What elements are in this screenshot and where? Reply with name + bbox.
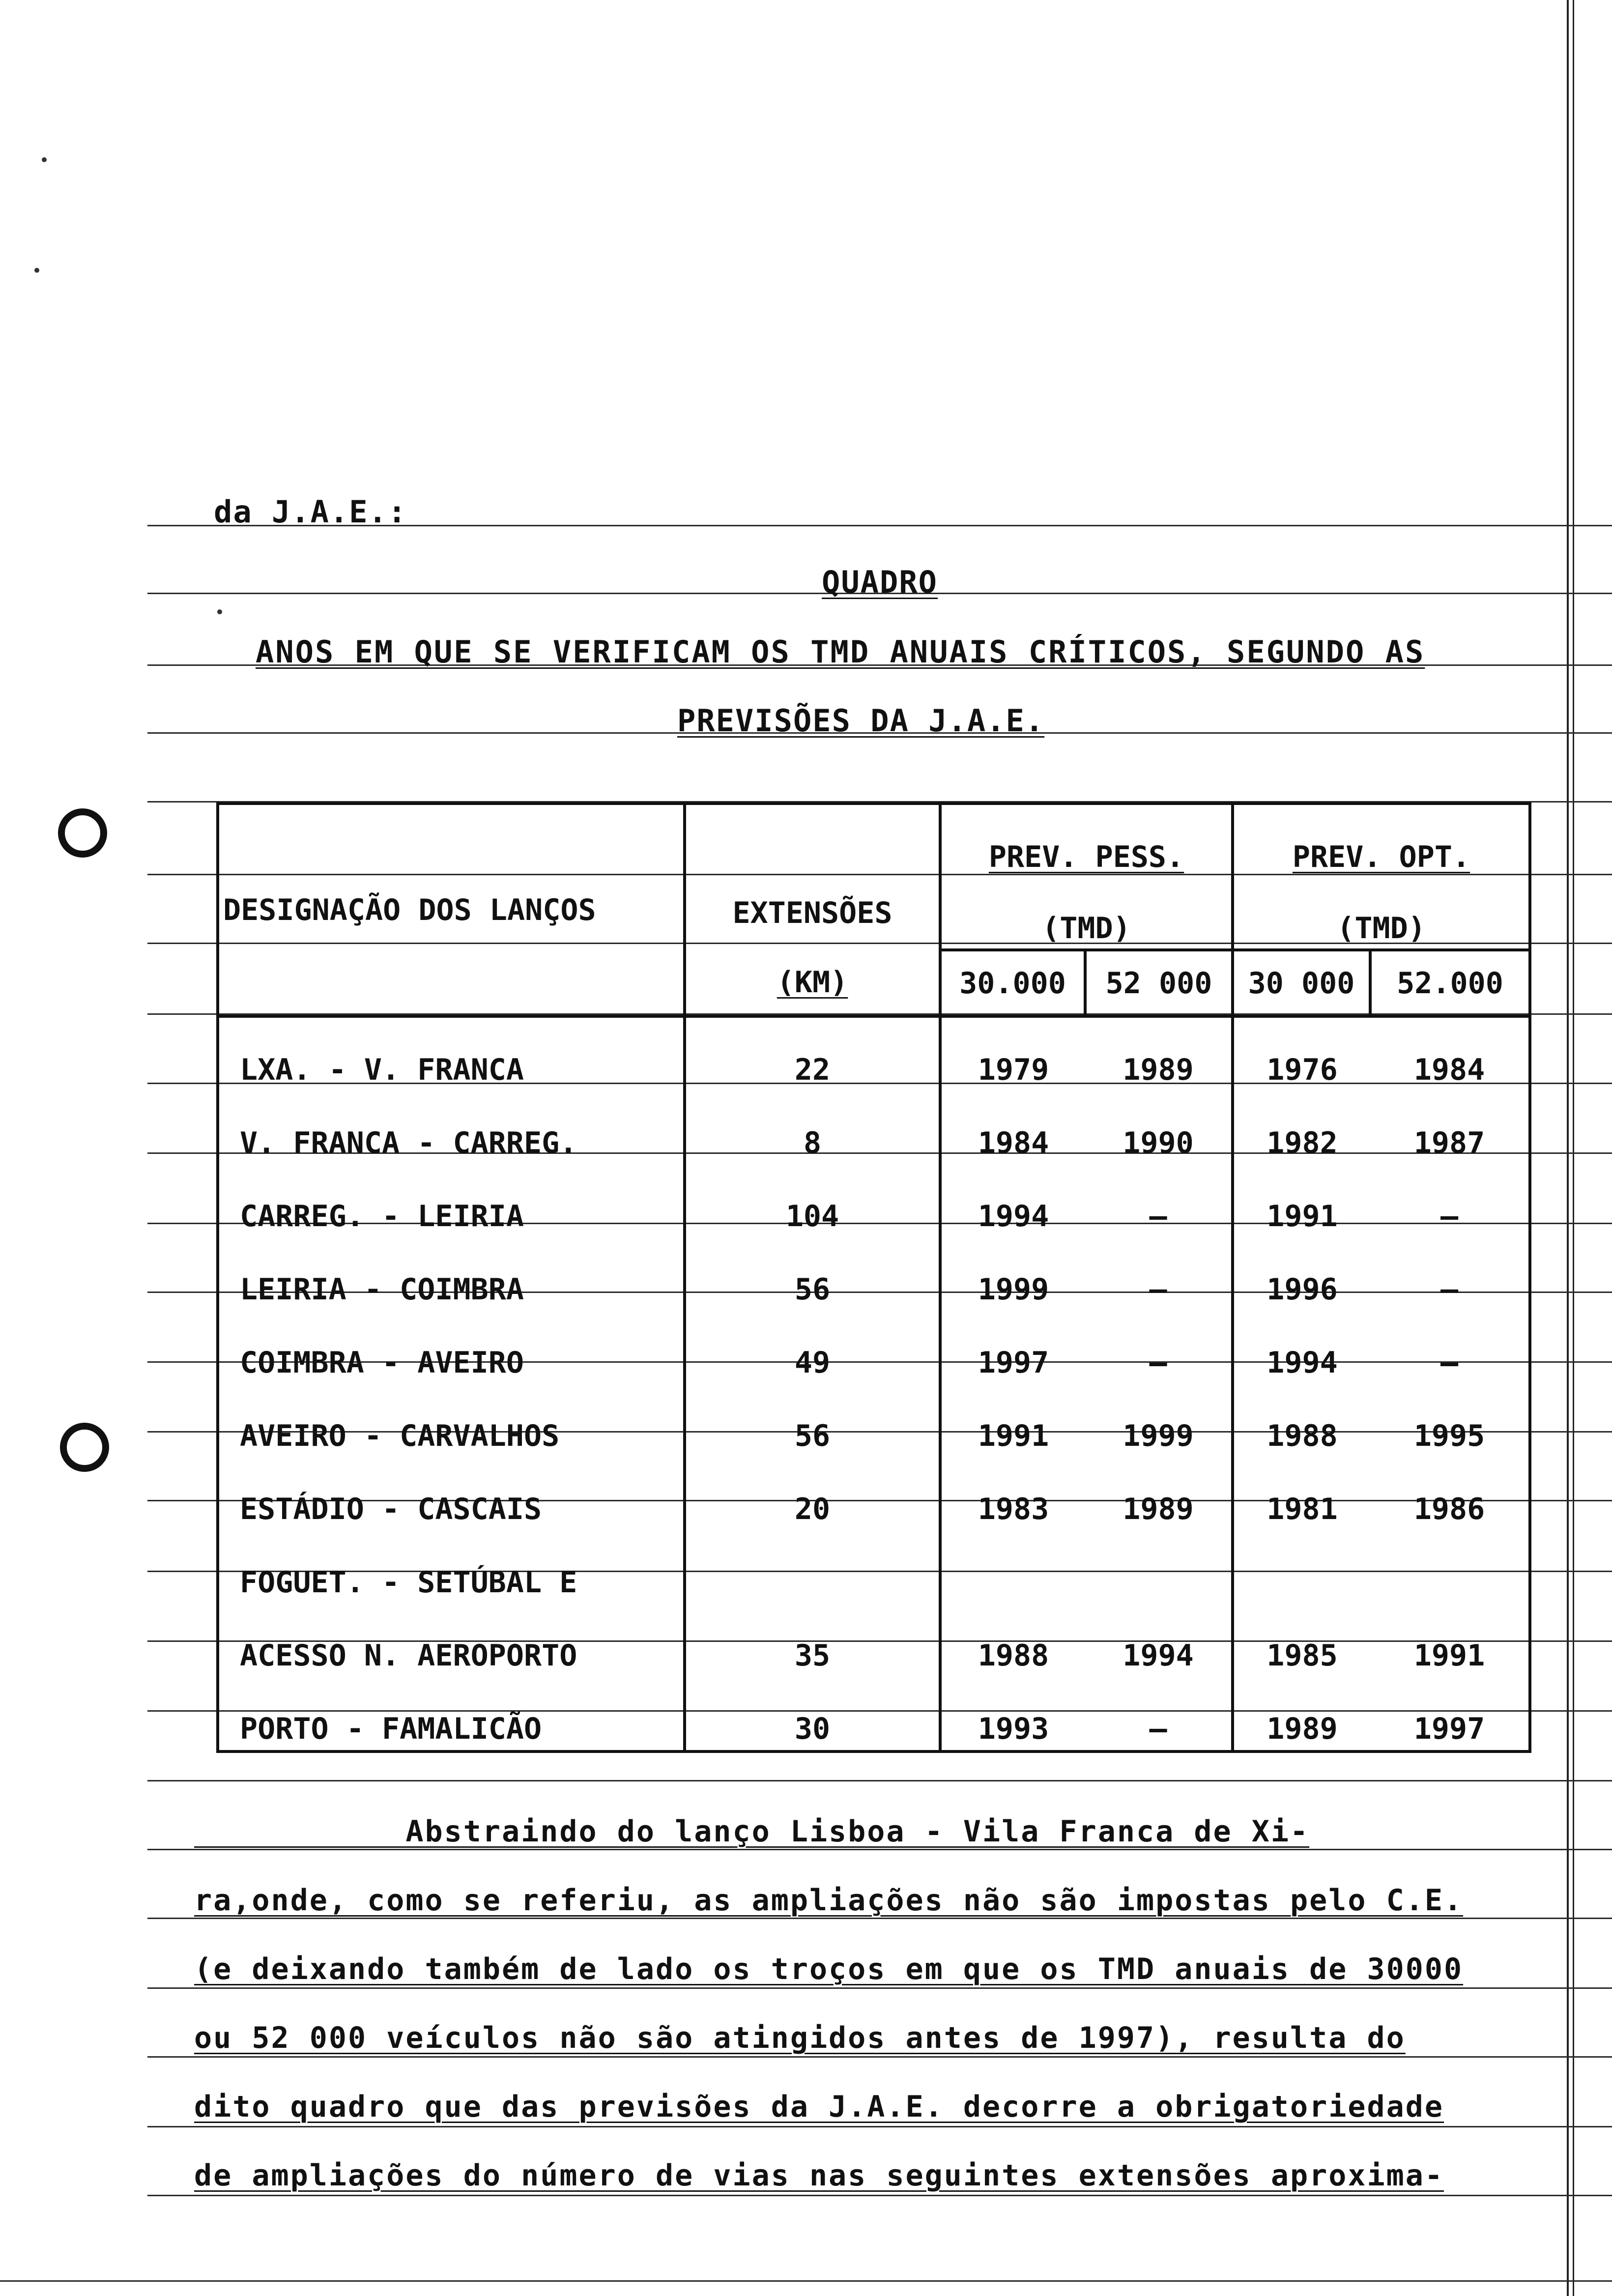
row-pess-30000: 1997: [940, 1311, 1085, 1384]
speck: [42, 157, 47, 162]
row-extensao: 49: [685, 1311, 940, 1384]
row-opt-30000: 1976: [1233, 1016, 1370, 1091]
paragraph-line: de ampliações do número de vias nas seguintes extensões aproxima-: [194, 2158, 1444, 2193]
row-opt-30000: 1981: [1233, 1457, 1370, 1530]
paragraph-line: (e deixando também de lado os troços em que os TMD anuais de 30000: [194, 1952, 1464, 1986]
row-pess-30000: 1993: [940, 1677, 1085, 1751]
row-pess-52000: 1989: [1123, 1053, 1194, 1087]
row-extensao: 20: [685, 1457, 940, 1530]
header-prev-opt-unit: (TMD): [1337, 911, 1426, 946]
margin-rule: [1567, 0, 1569, 2296]
row-designacao: PORTO - FAMALICÃO: [218, 1677, 685, 1751]
ruled-line: [0, 2280, 1612, 2282]
table-row: [218, 1384, 1530, 1457]
table-row: [218, 1457, 1530, 1530]
table-row: [218, 1604, 1530, 1677]
paragraph-line: ou 52 000 veículos não são atingidos antes de 1997), resulta do: [194, 2021, 1406, 2055]
row-opt-30000: 1988: [1233, 1384, 1370, 1457]
row-extensao: 56: [685, 1384, 940, 1457]
row-opt-52000: 1984: [1370, 1016, 1530, 1091]
row-opt-30000: 1982: [1233, 1091, 1370, 1164]
row-designacao: ACESSO N. AEROPORTO: [218, 1604, 685, 1677]
row-opt-30000: 1985: [1233, 1604, 1370, 1677]
speck: [217, 609, 222, 614]
row-designacao: LXA. - V. FRANCA: [218, 1016, 685, 1091]
row-extensao: 22: [685, 1016, 940, 1091]
row-pess-52000: —: [1085, 1677, 1233, 1751]
row-pess-52000: —: [1149, 1199, 1167, 1234]
table-row: [218, 1237, 1530, 1311]
row-opt-52000: 1997: [1370, 1677, 1530, 1751]
row-pess-30000: [940, 1530, 1085, 1604]
row-designacao: FOGUET. - SETÚBAL E: [218, 1530, 685, 1604]
paragraph-line: Abstraindo do lanço Lisboa - Vila Franca de Xi-: [194, 1814, 1310, 1849]
header-pess-52000: 52 000: [1105, 966, 1212, 1001]
row-extensao: 30: [685, 1677, 940, 1751]
header-opt-30000: 30 000: [1248, 966, 1355, 1001]
row-extensao: 8: [685, 1091, 940, 1164]
ruled-line: [147, 1918, 1612, 1919]
paragraph-line: dito quadro que das previsões da J.A.E. decorre a obrigatoriedade: [194, 2090, 1444, 2124]
row-extensao: 104: [685, 1164, 940, 1237]
row-pess-30000: 1999: [940, 1237, 1085, 1311]
row-extensao: 35: [685, 1604, 940, 1677]
row-opt-52000: —: [1370, 1311, 1530, 1384]
row-extensao: 56: [685, 1237, 940, 1311]
ruled-line: [147, 2056, 1612, 2058]
row-pess-30000: 1984: [940, 1091, 1085, 1164]
header-extensoes: EXTENSÕES: [732, 896, 892, 930]
row-designacao: LEIRIA - COIMBRA: [218, 1237, 685, 1311]
row-opt-30000: 1991: [1233, 1164, 1370, 1237]
row-opt-30000: 1989: [1233, 1677, 1370, 1751]
ruled-line: [147, 1780, 1612, 1781]
table-title-line-1: ANOS EM QUE SE VERIFICAM OS TMD ANUAIS CRÍTICOS, SEGUNDO AS: [256, 634, 1425, 670]
row-opt-52000: —: [1370, 1237, 1530, 1311]
row-designacao: ESTÁDIO - CASCAIS: [218, 1457, 685, 1530]
row-opt-30000: [1233, 1530, 1370, 1604]
header-prev-pess: PREV. PESS.: [988, 840, 1184, 874]
row-pess-52000: 1999: [1123, 1419, 1194, 1453]
ruled-line: [147, 2195, 1612, 2196]
header-pess-30000: 30.000: [959, 966, 1066, 1001]
header-opt-52000: 52.000: [1397, 966, 1503, 1001]
table-row: [218, 1530, 1530, 1604]
row-opt-52000: [1370, 1530, 1530, 1604]
row-pess-52000: [1085, 1530, 1233, 1604]
header-designacao: DESIGNAÇÃO DOS LANÇOS: [223, 892, 596, 927]
row-pess-52000: 1990: [1123, 1126, 1194, 1160]
row-pess-30000: 1994: [940, 1164, 1085, 1237]
margin-rule: [1573, 0, 1574, 2296]
table-title-line-2: PREVISÕES DA J.A.E.: [677, 703, 1045, 739]
header-prev-pess-unit: (TMD): [1042, 911, 1131, 946]
ruled-line: [147, 1987, 1612, 1989]
row-pess-30000: 1988: [940, 1604, 1085, 1677]
row-opt-30000: 1996: [1233, 1237, 1370, 1311]
row-pess-52000: —: [1149, 1272, 1167, 1307]
header-prev-opt: PREV. OPT.: [1292, 840, 1470, 874]
row-pess-30000: 1991: [940, 1384, 1085, 1457]
row-opt-52000: —: [1370, 1164, 1530, 1237]
row-opt-30000: 1994: [1233, 1311, 1370, 1384]
table-row: [218, 1311, 1530, 1384]
row-opt-52000: 1986: [1370, 1457, 1530, 1530]
speck: [34, 268, 39, 273]
intro-text: da J.A.E.:: [214, 494, 407, 530]
row-opt-52000: 1995: [1370, 1384, 1530, 1457]
punch-hole-icon: [58, 808, 107, 858]
row-opt-52000: 1987: [1370, 1091, 1530, 1164]
punch-hole-icon: [60, 1423, 109, 1472]
table-row: [218, 1016, 1530, 1091]
table-row: [218, 1091, 1530, 1164]
ruled-line: [147, 2126, 1612, 2127]
paragraph-line: ra,onde, como se referiu, as ampliações não são impostas pelo C.E.: [194, 1883, 1464, 1918]
table-row: [218, 1164, 1530, 1237]
row-designacao: V. FRANCA - CARREG.: [218, 1091, 685, 1164]
row-pess-52000: 1994: [1123, 1638, 1194, 1673]
row-pess-30000: 1983: [940, 1457, 1085, 1530]
row-pess-30000: 1979: [940, 1016, 1085, 1091]
quadro-table: [216, 802, 1531, 1753]
row-designacao: AVEIRO - CARVALHOS: [218, 1384, 685, 1457]
row-designacao: COIMBRA - AVEIRO: [218, 1311, 685, 1384]
table-row: [218, 1677, 1530, 1751]
ruled-line: [147, 1849, 1612, 1850]
row-designacao: CARREG. - LEIRIA: [218, 1164, 685, 1237]
row-pess-52000: —: [1149, 1346, 1167, 1380]
row-opt-52000: 1991: [1370, 1604, 1530, 1677]
quadro-heading: QUADRO: [822, 564, 938, 600]
row-extensao: [685, 1530, 940, 1604]
header-extensoes-unit: (KM): [777, 965, 848, 1000]
row-pess-52000: 1989: [1123, 1492, 1194, 1526]
